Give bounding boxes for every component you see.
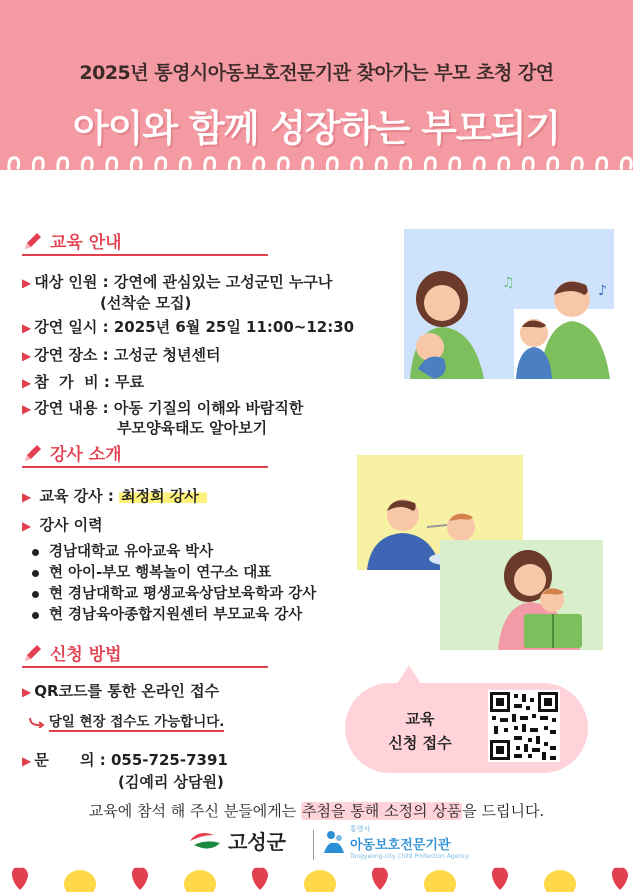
spiral-binding-decoration	[0, 150, 633, 190]
career-heading: ▶ 강사 이력	[22, 516, 103, 534]
info-fee: ▶ 참 가 비 : 무료	[22, 373, 145, 391]
speaker-label: 교육 강사 :	[39, 487, 120, 505]
career-item-text: 현 경남대학교 평생교육상담보육학과 강사	[49, 586, 317, 602]
info-content: ▶ 강연 내용 : 아동 기질의 이해와 바람직한	[22, 399, 304, 417]
section-heading-apply	[22, 640, 122, 665]
divider	[22, 466, 268, 468]
binding-ring	[499, 158, 509, 176]
career-item	[32, 582, 316, 603]
pencil-icon	[22, 442, 44, 464]
binding-ring	[156, 158, 166, 176]
binding-ring	[229, 158, 239, 176]
pencil-icon	[22, 642, 44, 664]
chick-icon	[184, 870, 216, 892]
info-target-sub: (선착순 모집)	[100, 294, 192, 312]
binding-ring	[33, 158, 43, 176]
binding-ring	[205, 158, 215, 176]
bubble-text	[370, 707, 470, 755]
pencil-icon	[22, 230, 44, 252]
bubble-line-2: 신청 접수	[388, 734, 452, 752]
chick-icon	[64, 870, 96, 892]
speaker-row: ▶ 교육 강사 : 최정희 강사	[22, 485, 207, 506]
svg-text:♫: ♫	[502, 275, 515, 291]
goseong-logo-text: 고성군	[228, 830, 286, 854]
header-band	[0, 0, 633, 170]
binding-ring	[58, 158, 68, 176]
info-date: ▶ 강연 일시 : 2025년 6월 25일 11:00~12:30	[22, 318, 355, 336]
apply-onsite	[28, 710, 224, 730]
binding-ring	[621, 158, 631, 176]
binding-ring	[597, 158, 607, 176]
binding-ring	[180, 158, 190, 176]
divider	[22, 666, 268, 668]
logo-divider	[313, 830, 314, 860]
binding-ring	[107, 158, 117, 176]
section-title-apply: 신청 방법	[50, 645, 122, 665]
heart-icon	[132, 868, 148, 890]
header-subtitle: 2025년 통영시아동보호전문기관 찾아가는 부모 초청 강연	[79, 62, 554, 84]
info-fee-text: 참 가 비 : 무료	[34, 373, 145, 391]
binding-ring	[327, 158, 337, 176]
mother-reading-illustration	[440, 540, 603, 650]
contact-text: 문 의 : 055-725-7391	[34, 751, 228, 769]
contact-sub: (김예리 상담원)	[118, 773, 224, 791]
binding-ring	[131, 158, 141, 176]
career-title: 강사 이력	[39, 516, 103, 534]
heart-icon	[12, 868, 28, 890]
heart-icon	[252, 868, 268, 890]
agency-emblem-icon	[322, 829, 346, 855]
section-heading-edu	[22, 228, 122, 253]
section-title-speaker: 강사 소개	[50, 445, 122, 465]
info-content-sub: 부모양육태도 알아보기	[117, 419, 268, 437]
binding-ring	[548, 158, 558, 176]
section-title-edu: 교육 안내	[50, 233, 122, 253]
bubble-line-1: 교육	[405, 710, 435, 728]
binding-ring	[450, 158, 460, 176]
speaker-name: 최정희 강사	[119, 487, 207, 505]
binding-ring	[278, 158, 288, 176]
goseong-logo	[188, 826, 286, 855]
binding-ring	[9, 158, 19, 176]
career-item-text: 현 경남육아종합지원센터 부모교육 강사	[49, 607, 303, 623]
footer-note-pre: 교육에 참석 해 주신 분들에게는	[88, 802, 301, 820]
agency-logo-text: 아동보호전문기관	[350, 838, 451, 853]
heart-icon	[372, 868, 388, 890]
curved-arrow-icon	[28, 716, 44, 728]
info-place-text: 강연 장소 : 고성군 청년센터	[34, 346, 221, 364]
info-date-text: 강연 일시 : 2025년 6월 25일 11:00~12:30	[34, 318, 355, 336]
family-illustration	[404, 229, 614, 379]
info-target-text: 대상 인원 : 강연에 관심있는 고성군민 누구나	[34, 273, 333, 291]
binding-ring	[401, 158, 411, 176]
binding-ring	[376, 158, 386, 176]
agency-logo	[322, 824, 469, 860]
svg-text:♪: ♪	[598, 283, 607, 299]
career-item-text: 경남대학교 유아교육 박사	[49, 544, 214, 560]
info-content-text: 강연 내용 : 아동 기질의 이해와 바람직한	[34, 399, 304, 417]
apply-online: ▶ QR코드를 통한 온라인 접수	[22, 682, 220, 700]
binding-ring	[523, 158, 533, 176]
binding-ring	[82, 158, 92, 176]
chick-icon	[424, 870, 456, 892]
footer-note	[0, 800, 633, 821]
agency-logo-en: Tongyeong-city Child Protection Agency	[350, 853, 469, 860]
apply-onsite-text: 당일 현장 접수도 가능합니다.	[48, 714, 225, 730]
binding-ring	[474, 158, 484, 176]
binding-ring	[572, 158, 582, 176]
career-item	[32, 561, 271, 582]
binding-ring	[254, 158, 264, 176]
section-heading-speaker	[22, 440, 122, 465]
career-item	[32, 603, 302, 624]
chick-icon	[304, 870, 336, 892]
career-item-text: 현 아이-부모 행복놀이 연구소 대표	[49, 565, 272, 581]
career-item	[32, 540, 213, 561]
contact-row: ▶ 문 의 : 055-725-7391	[22, 751, 228, 769]
apply-online-text: QR코드를 통한 온라인 접수	[34, 682, 220, 700]
agency-logo-small: 통영시	[350, 825, 371, 833]
heart-icon	[612, 868, 628, 890]
info-place: ▶ 강연 장소 : 고성군 청년센터	[22, 346, 221, 364]
page-title: 아이와 함께 성장하는 부모되기	[72, 107, 561, 150]
bottom-decoration	[0, 862, 633, 892]
qr-code[interactable]	[488, 690, 560, 762]
binding-ring	[425, 158, 435, 176]
footer-note-highlight: 추첨을 통해 소정의 상품	[302, 802, 462, 820]
heart-icon	[492, 868, 508, 890]
divider	[22, 254, 268, 256]
footer-note-post: 을 드립니다.	[462, 802, 545, 820]
binding-ring	[352, 158, 362, 176]
binding-ring	[303, 158, 313, 176]
info-target: ▶ 대상 인원 : 강연에 관심있는 고성군민 누구나	[22, 273, 333, 291]
chick-icon	[544, 870, 576, 892]
goseong-emblem-icon	[188, 829, 222, 853]
